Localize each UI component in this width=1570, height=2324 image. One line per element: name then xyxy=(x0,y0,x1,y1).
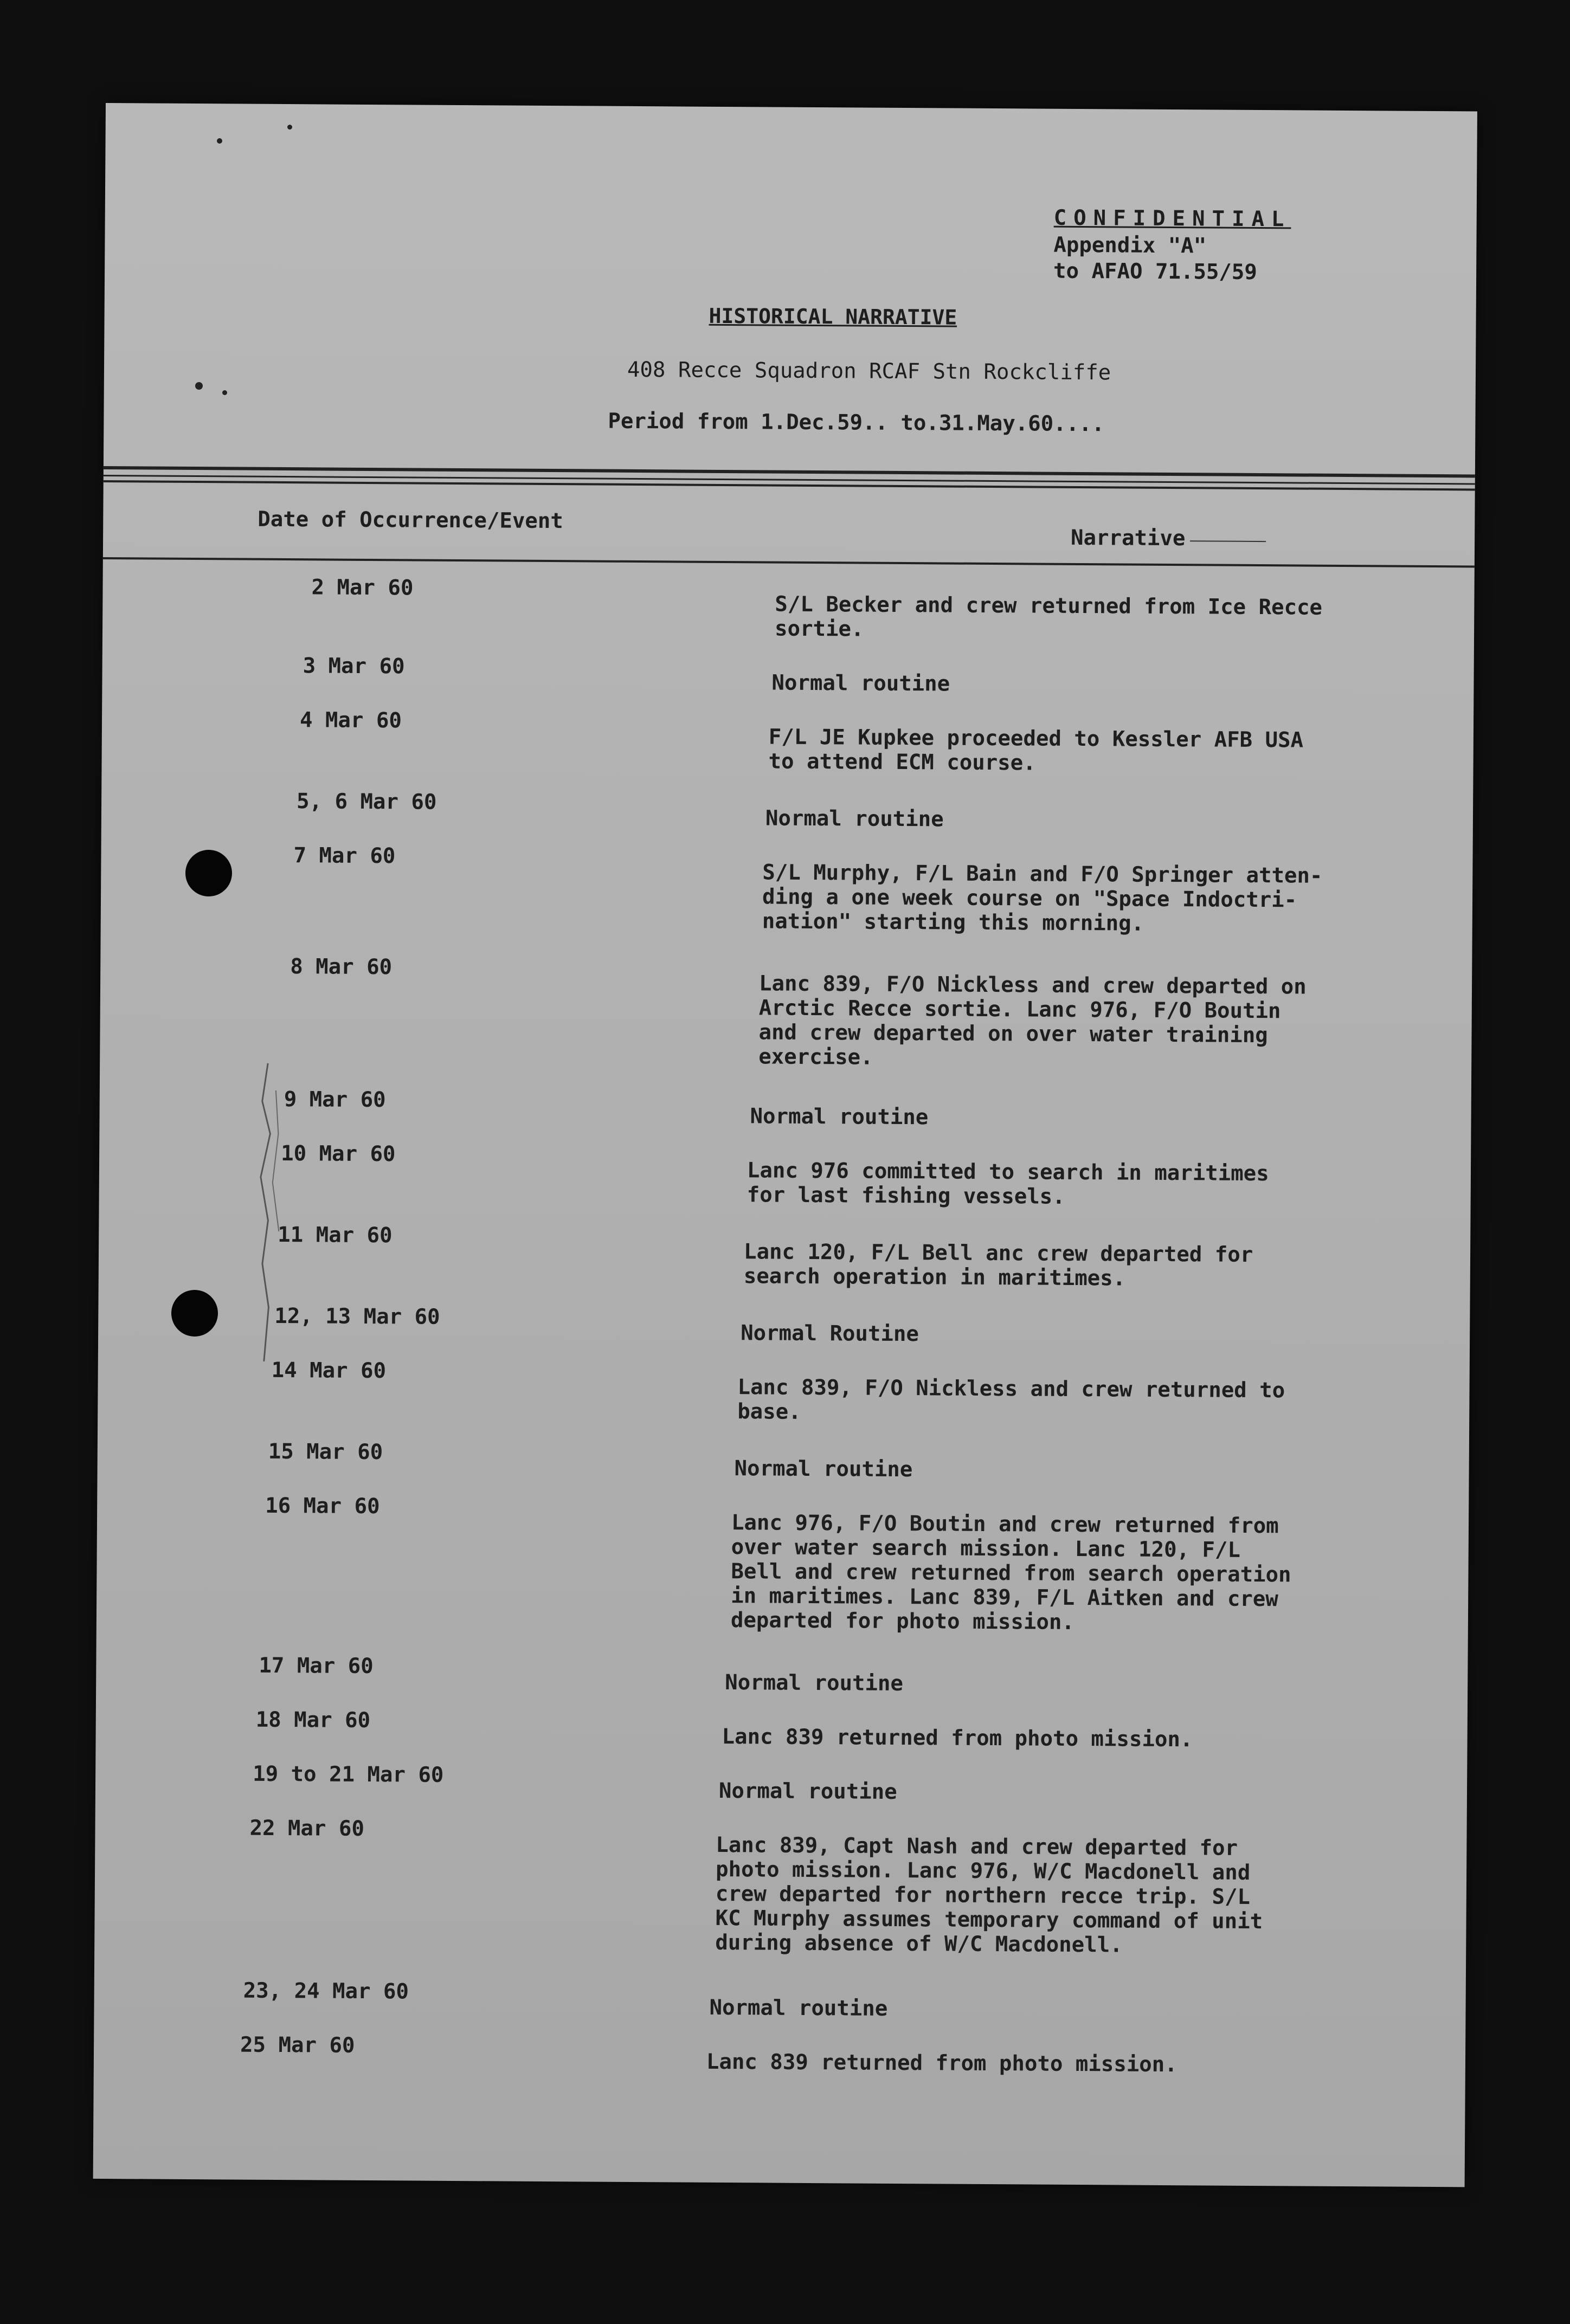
column-header-rule xyxy=(103,557,1475,567)
narrative-scribble xyxy=(1190,540,1266,542)
entry-narrative: Lanc 839, Capt Nash and crew departed for photo mission. Lanc 976, W/C Macdonell and crew departed for northern recce trip. S/L KC Murphy assumes temporary command of unit during absence of W/C Macdonell. xyxy=(715,1832,1263,1958)
reference-number: to AFAO 71.55/59 xyxy=(1053,259,1257,285)
entry-date: 19 to 21 Mar 60 xyxy=(253,1761,444,1787)
entry-narrative: F/L JE Kupkee proceeded to Kessler AFB USA to attend ECM course. xyxy=(768,725,1304,776)
appendix-label: Appendix "A" xyxy=(1053,233,1207,259)
speck xyxy=(195,382,203,390)
entry-narrative: Normal routine xyxy=(771,670,950,696)
entry-narrative: Normal Routine xyxy=(741,1321,919,1347)
entry-narrative: Lanc 976, F/O Boutin and crew returned from over water search mission. Lanc 120, F/L Bell and crew returned from search operation in maritimes. Lanc 839, F/L Aitken and crew departed for photo mission. xyxy=(730,1510,1291,1635)
entry-date: 12, 13 Mar 60 xyxy=(274,1303,440,1329)
entry-narrative: Normal routine xyxy=(765,806,944,832)
entry-date: 4 Mar 60 xyxy=(299,708,402,733)
entry-date: 23, 24 Mar 60 xyxy=(243,1978,409,2004)
entry-date: 14 Mar 60 xyxy=(271,1358,387,1384)
entry-date: 2 Mar 60 xyxy=(311,575,414,601)
entry-narrative: Lanc 839, F/O Nickless and crew departed on Arctic Recce sortie. Lanc 976, F/O Boutin and crew departed on over water training exercise. xyxy=(758,971,1307,1070)
entry-date: 11 Mar 60 xyxy=(278,1222,392,1248)
entry-narrative: Lanc 839, F/O Nickless and crew returned to base. xyxy=(737,1375,1285,1424)
column-header-date: Date of Occurrence/Event xyxy=(258,507,563,534)
entry-date: 16 Mar 60 xyxy=(265,1493,380,1519)
entry-date: 5, 6 Mar 60 xyxy=(296,789,437,815)
entry-narrative: Lanc 976 committed to search in maritimes for last fishing vessels. xyxy=(747,1158,1269,1209)
speck xyxy=(222,390,227,395)
entry-narrative: Normal routine xyxy=(709,1995,888,2021)
entry-narrative: Lanc 839 returned from photo mission. xyxy=(722,1724,1193,1752)
entry-date: 18 Mar 60 xyxy=(255,1707,371,1733)
classification-marking: CONFIDENTIAL xyxy=(1053,205,1291,232)
entry-date: 22 Mar 60 xyxy=(249,1816,365,1841)
entry-narrative: Lanc 839 returned from photo mission. xyxy=(706,2049,1178,2077)
entry-date: 8 Mar 60 xyxy=(290,954,392,980)
entry-narrative: Normal routine xyxy=(734,1456,913,1482)
unit-line: 408 Recce Squadron RCAF Stn Rockcliffe xyxy=(627,357,1111,385)
period-line: Period from 1.Dec.59.. to.31.May.60.... xyxy=(608,409,1105,437)
entry-date: 9 Mar 60 xyxy=(284,1087,386,1113)
binder-hole xyxy=(171,1290,218,1337)
entry-date: 25 Mar 60 xyxy=(240,2032,355,2058)
column-header-narrative: Narrative xyxy=(1070,525,1186,551)
entry-narrative: Normal routine xyxy=(725,1670,904,1696)
entry-narrative: Normal routine xyxy=(750,1104,929,1130)
binder-hole xyxy=(185,850,232,896)
entry-narrative: S/L Becker and crew returned from Ice Recce sortie. xyxy=(774,592,1323,642)
entry-date: 3 Mar 60 xyxy=(303,654,405,679)
entry-narrative: S/L Murphy, F/L Bain and F/O Springer atten- ding a one week course on "Space Indoctri- nation" starting this morning. xyxy=(762,860,1323,936)
entry-date: 17 Mar 60 xyxy=(259,1653,374,1679)
speck xyxy=(217,138,222,144)
document-page xyxy=(93,103,1477,2187)
entry-date: 7 Mar 60 xyxy=(293,843,396,869)
entry-narrative: Lanc 120, F/L Bell anc crew departed for search operation in maritimes. xyxy=(743,1240,1253,1291)
entry-date: 10 Mar 60 xyxy=(281,1141,396,1167)
pencil-annotation xyxy=(244,1058,295,1395)
entry-narrative: Normal routine xyxy=(718,1778,897,1804)
entry-date: 15 Mar 60 xyxy=(268,1439,383,1465)
document-title: HISTORICAL NARRATIVE xyxy=(709,304,957,330)
speck xyxy=(287,125,292,130)
